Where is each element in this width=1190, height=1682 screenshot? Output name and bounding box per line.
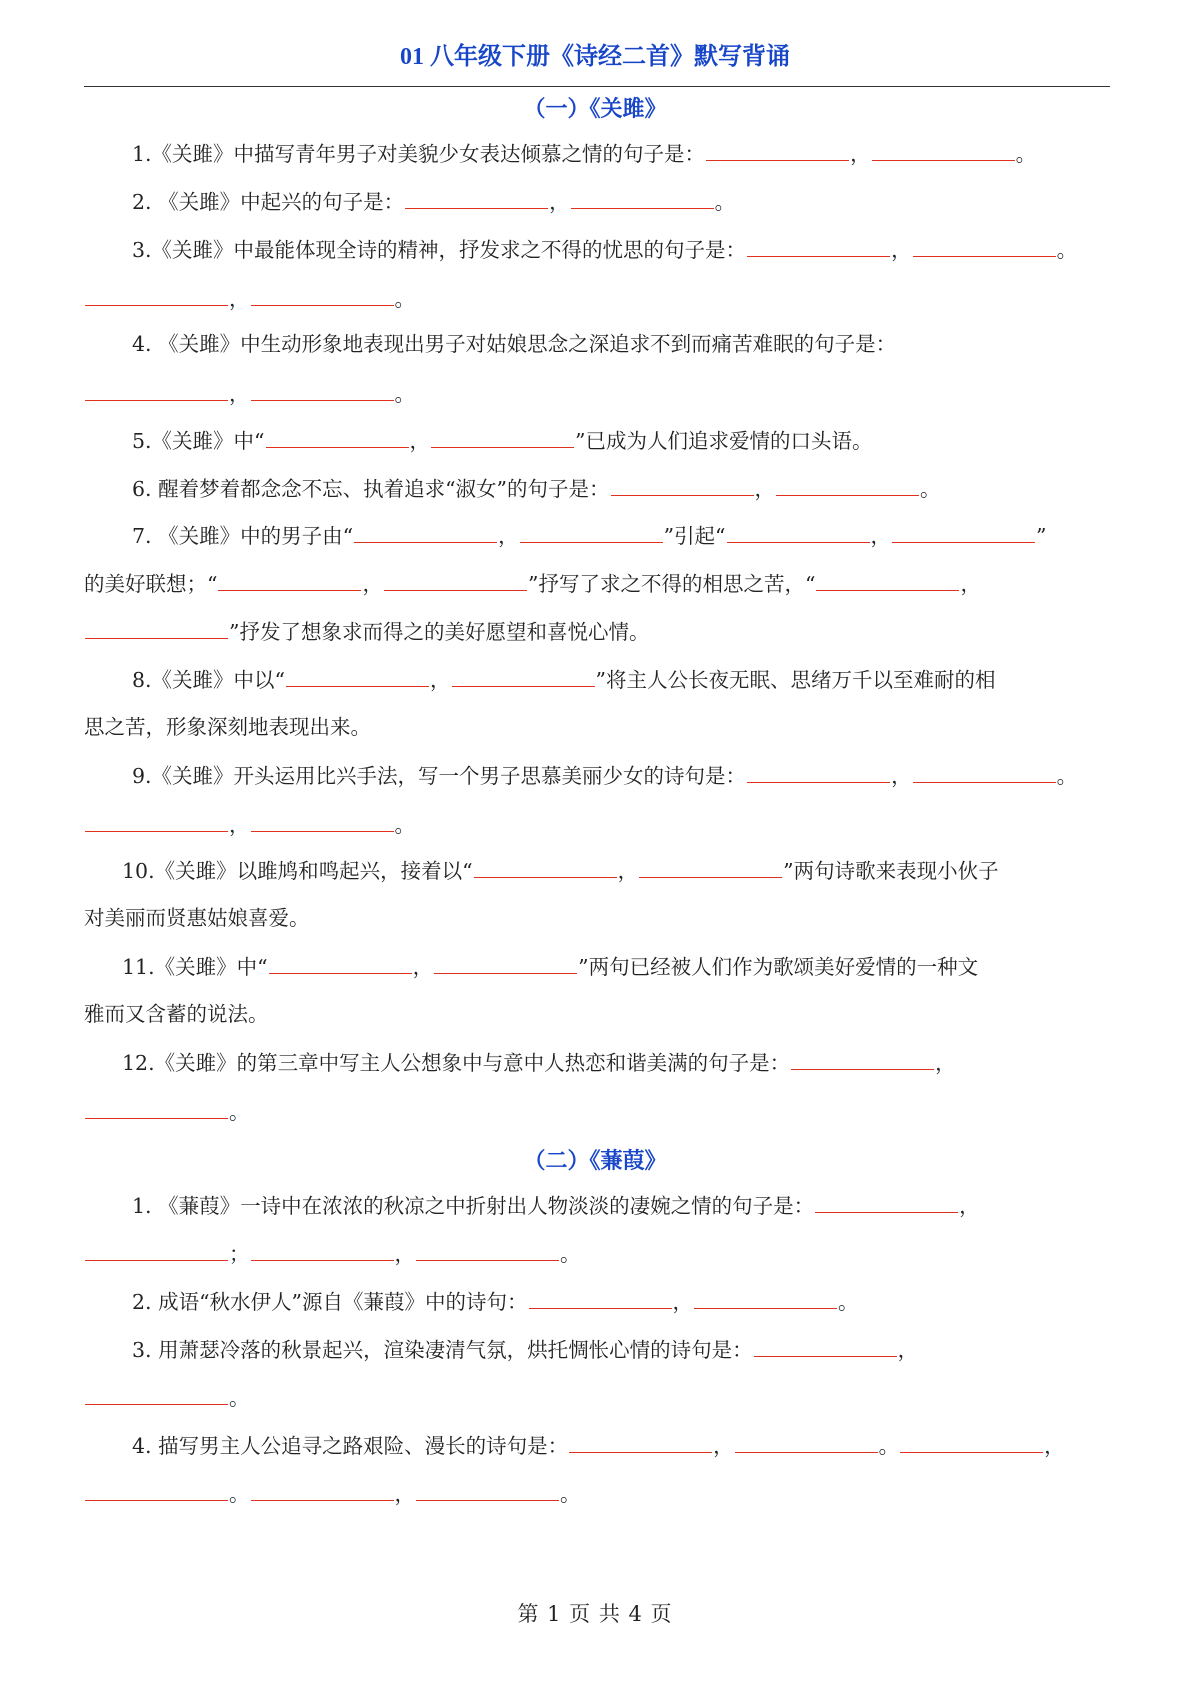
punct: ，: [850, 142, 871, 166]
question-1-10-cont: [84, 903, 1112, 933]
punct: 。: [560, 1242, 581, 1266]
answer-blank[interactable]: [913, 760, 1056, 783]
question-1-3-cont: [84, 283, 1112, 313]
question-2-3: [132, 1334, 1112, 1364]
answer-blank[interactable]: [416, 1478, 559, 1501]
question-1-10: [122, 855, 1112, 885]
answer-blank[interactable]: [218, 568, 361, 591]
punct: ，: [229, 287, 250, 311]
question-text: 4. 描写男主人公追寻之路艰险、漫长的诗句是：: [132, 1434, 569, 1458]
answer-blank[interactable]: [416, 1238, 559, 1261]
answer-blank[interactable]: [611, 473, 754, 496]
answer-blank[interactable]: [706, 138, 849, 161]
answer-blank[interactable]: [776, 473, 919, 496]
question-text: 1. 《蒹葭》一诗中在浓浓的秋凉之中折射出人物淡淡的凄婉之情的句子是：: [132, 1194, 815, 1218]
punct: ，: [617, 859, 639, 883]
punct: 。: [394, 287, 415, 311]
question-text: 4. 《关雎》中生动形象地表现出男子对姑娘思念之深追求不到而痛苦难眠的句子是：: [132, 332, 897, 356]
question-text: ”抒写了求之不得的相思之苦，“: [527, 572, 816, 596]
punct: 。: [394, 813, 415, 837]
punct: ，: [672, 1290, 694, 1314]
answer-blank[interactable]: [735, 1430, 878, 1453]
answer-blank[interactable]: [85, 809, 228, 832]
answer-blank[interactable]: [791, 1047, 934, 1070]
punct: ，: [754, 477, 776, 501]
question-text: 5.《关雎》中“: [132, 429, 265, 453]
answer-blank[interactable]: [85, 378, 228, 401]
punct: 。: [394, 382, 415, 406]
question-2-4: [132, 1430, 1112, 1460]
question-1-1: [132, 138, 1112, 168]
punct: 。: [838, 1290, 859, 1314]
question-1-12-cont: [84, 1096, 1112, 1126]
question-text: 3. 用萧瑟冷落的秋景起兴，渲染凄清气氛，烘托惆怅心情的诗句是：: [132, 1338, 753, 1362]
answer-blank[interactable]: [431, 425, 574, 448]
punct: ，: [394, 1242, 415, 1266]
question-text: ”引起“: [663, 524, 726, 548]
answer-blank[interactable]: [434, 951, 577, 974]
question-1-8-cont: [84, 712, 1112, 742]
answer-blank[interactable]: [747, 234, 890, 257]
answer-blank[interactable]: [251, 1238, 394, 1261]
answer-blank[interactable]: [251, 1478, 394, 1501]
question-text: 12.《关雎》的第三章中写主人公想象中与意中人热恋和谐美满的句子是：: [122, 1051, 791, 1075]
answer-blank[interactable]: [569, 1430, 712, 1453]
question-2-1: [132, 1190, 1112, 1220]
punct: ，: [229, 813, 250, 837]
punct: 。: [920, 477, 941, 501]
punct: 。: [229, 1482, 250, 1506]
question-text: 8.《关雎》中以“: [132, 668, 286, 692]
answer-blank[interactable]: [520, 520, 663, 543]
answer-blank[interactable]: [529, 1286, 672, 1309]
answer-blank[interactable]: [269, 951, 412, 974]
question-1-7-cont: [84, 568, 1112, 598]
answer-blank[interactable]: [754, 1334, 897, 1357]
question-text: ”抒发了想象求而得之的美好愿望和喜悦心情。: [229, 620, 650, 644]
punct: ，: [870, 524, 892, 548]
answer-blank[interactable]: [639, 855, 782, 878]
question-1-2: [132, 186, 1112, 216]
answer-blank[interactable]: [85, 1238, 228, 1261]
section-title-guanju: （一）《关雎》: [523, 96, 667, 121]
punct: 。: [1015, 142, 1037, 166]
question-text: 的美好联想；“: [84, 572, 218, 596]
answer-blank[interactable]: [452, 664, 595, 687]
question-1-11-cont: [84, 999, 1112, 1029]
question-text: 2. 成语“秋水伊人”源自《蒹葭》中的诗句：: [132, 1290, 528, 1314]
answer-blank[interactable]: [571, 186, 714, 209]
question-1-7: [132, 520, 1112, 550]
answer-blank[interactable]: [85, 616, 228, 639]
punct: 。: [560, 1482, 581, 1506]
answer-blank[interactable]: [694, 1286, 837, 1309]
answer-blank[interactable]: [85, 1382, 228, 1405]
answer-blank[interactable]: [913, 234, 1056, 257]
answer-blank[interactable]: [747, 760, 890, 783]
question-1-11: [122, 951, 1112, 981]
answer-blank[interactable]: [816, 568, 959, 591]
answer-blank[interactable]: [85, 1478, 228, 1501]
punct: ，: [549, 190, 570, 214]
punct: 。: [878, 1434, 900, 1458]
answer-blank[interactable]: [384, 568, 527, 591]
answer-blank[interactable]: [251, 283, 394, 306]
answer-blank[interactable]: [892, 520, 1035, 543]
question-text: 对美丽而贤惠姑娘喜爱。: [84, 906, 310, 930]
question-text: ”将主人公长夜无眠、思绪万千以至难耐的相: [595, 668, 996, 692]
question-1-3: [132, 234, 1112, 264]
question-2-2: [132, 1286, 1112, 1316]
punct: ，: [897, 1338, 919, 1362]
question-text: ”已成为人们追求爱情的口头语。: [575, 429, 873, 453]
punct: ，: [959, 1194, 980, 1218]
question-text: 11.《关雎》中“: [122, 955, 268, 979]
punct: ，: [891, 764, 912, 788]
answer-blank[interactable]: [474, 855, 617, 878]
punct: 。: [229, 1100, 250, 1124]
title-divider: [84, 86, 1110, 87]
punct: ，: [229, 382, 250, 406]
answer-blank[interactable]: [354, 520, 497, 543]
punct: ，: [498, 524, 519, 548]
question-1-7-cont2: [84, 616, 1112, 646]
punct: ，: [409, 429, 431, 453]
answer-blank[interactable]: [815, 1190, 958, 1213]
punct: 。: [1056, 764, 1078, 788]
question-1-4: [132, 329, 1112, 359]
answer-blank[interactable]: [286, 664, 429, 687]
punct: ，: [960, 572, 981, 596]
question-1-6: [132, 473, 1112, 503]
punct: ，: [430, 668, 451, 692]
punct: ，: [1044, 1434, 1065, 1458]
answer-blank[interactable]: [405, 186, 548, 209]
question-text: ”两句诗歌来表现小伙子: [783, 859, 999, 883]
punct: ，: [713, 1434, 734, 1458]
punct: 。: [714, 190, 736, 214]
answer-blank[interactable]: [85, 283, 228, 306]
punct: ，: [412, 955, 434, 979]
answer-blank[interactable]: [251, 809, 394, 832]
answer-blank[interactable]: [266, 425, 409, 448]
punct: 。: [1056, 238, 1078, 262]
question-1-12: [122, 1047, 1112, 1077]
question-text: 6. 醒着梦着都念念不忘、执着追求“淑女”的句子是：: [132, 477, 610, 501]
page-footer: 第 1 页 共 4 页: [517, 1602, 673, 1626]
punct: 。: [229, 1386, 250, 1410]
punct: ，: [362, 572, 383, 596]
question-text: 思之苦，形象深刻地表现出来。: [84, 715, 371, 739]
question-1-4-cont: [84, 378, 1112, 408]
question-text: 10.《关雎》以雎鸠和鸣起兴，接着以“: [122, 859, 473, 883]
punct: ；: [229, 1242, 250, 1266]
question-text: 1.《关雎》中描写青年男子对美貌少女表达倾慕之情的句子是：: [132, 142, 706, 166]
question-text: 雅而又含蓄的说法。: [84, 1002, 269, 1026]
question-1-9: [132, 760, 1112, 790]
answer-blank[interactable]: [727, 520, 870, 543]
question-1-8: [132, 664, 1112, 694]
document-title: 01 八年级下册《诗经二首》默写背诵: [400, 44, 790, 70]
section-title-jianjia: （二）《蒹葭》: [523, 1148, 667, 1173]
answer-blank[interactable]: [85, 1096, 228, 1119]
question-text: 3.《关雎》中最能体现全诗的精神，抒发求之不得的忧思的句子是：: [132, 238, 747, 262]
question-1-5: [132, 425, 1112, 455]
question-2-4-cont: [84, 1478, 1112, 1508]
punct: ，: [394, 1482, 415, 1506]
question-1-9-cont: [84, 809, 1112, 839]
question-text: 2. 《关雎》中起兴的句子是：: [132, 190, 405, 214]
answer-blank[interactable]: [872, 138, 1015, 161]
answer-blank[interactable]: [900, 1430, 1043, 1453]
question-2-3-cont: [84, 1382, 1112, 1412]
question-text: 9.《关雎》开头运用比兴手法，写一个男子思慕美丽少女的诗句是：: [132, 764, 747, 788]
question-text: 7. 《关雎》中的男子由“: [132, 524, 354, 548]
punct: ，: [891, 238, 912, 262]
punct: ，: [935, 1051, 956, 1075]
question-2-1-cont: [84, 1238, 1112, 1268]
answer-blank[interactable]: [251, 378, 394, 401]
question-text: ”两句已经被人们作为歌颂美好爱情的一种文: [578, 955, 979, 979]
punct: ”: [1036, 524, 1047, 548]
